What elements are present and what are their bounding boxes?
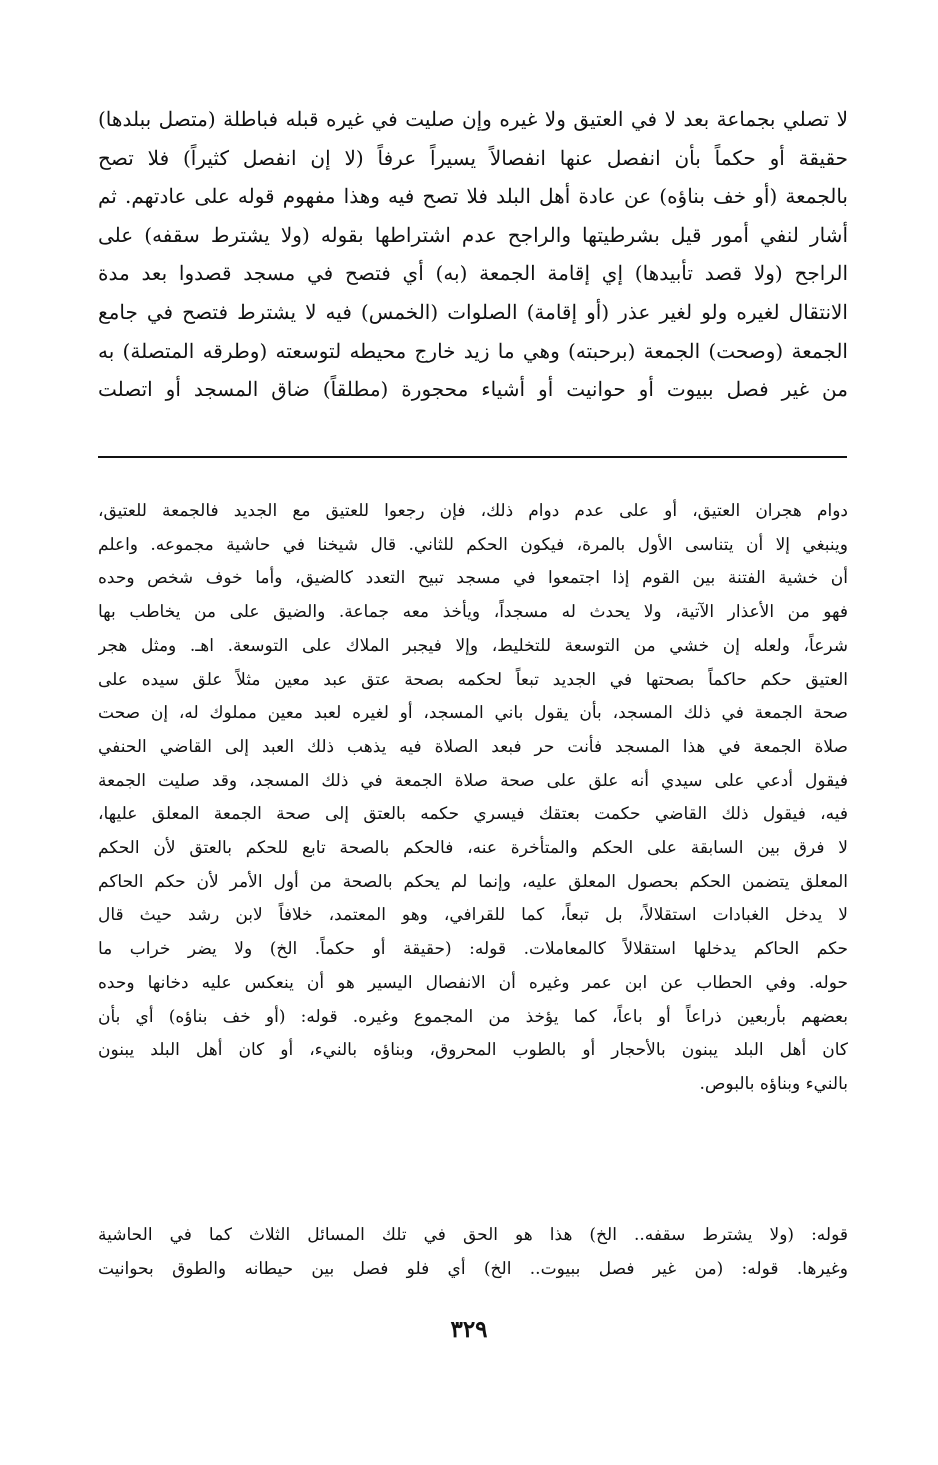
footnote-line: أن خشية الفتنة بين القوم إذا اجتمعوا في مسجد تبيح التعدد كالضيق، وأما خوف شخص وحده [98, 568, 848, 589]
footnote-line: صلاة الجمعة في هذا المسجد فأنت حر فبعد الصلاة فيه يذهب ذلك العبد إلى القاضي الحنفي [98, 736, 848, 757]
footnote-line: لا فرق بين السابقة على الحكم والمتأخرة عنه، فالحكم بالصحة تابع للحكم بالعتق لأن الحكم [98, 838, 848, 859]
footnote-line: لا يدخل الغبادات استقلالاً، بل تبعاً، كما للقرافي، وهو المعتمد، خلافاً لابن رشد حيث قال [98, 905, 848, 926]
footnote-line: حكم الحاكم يدخلها استقلالاً كالمعاملات. قوله: (حقيقة أو حكماً. الخ) ولا يضر خراب ما [98, 939, 848, 960]
page-number: ٣٢٩ [450, 1316, 488, 1343]
footnote-line: حوله. وفي الحطاب عن ابن عمر وغيره أن الانفصال اليسير هو أن ينعكس عليه دخانها وحده [98, 972, 848, 993]
footnote-divider [98, 456, 847, 458]
footnotes-block [98, 495, 848, 1102]
footnote-line: وينبغي إلا أن يتناسى الأول بالمرة، فيكون الحكم للثاني. قال شيخنا في حاشية مجموعه. واعلم [98, 534, 848, 555]
main-text-line: لا تصلي بجماعة بعد لا في العتيق ولا غيره وإن صليت في غيره قبله فباطلة (متصل ببلدها) [98, 107, 848, 131]
footnote-line: بالنيء وبناؤه بالبوص. [699, 1073, 848, 1094]
footnotes-block-2 [98, 1219, 848, 1286]
main-text-line: الانتقال لغيره ولو لغير عذر (أو إقامة) الصلوات (الخمس) فيه لا يشترط فتصح في جامع [98, 299, 848, 324]
main-text-line: الراجح (ولا قصد تأبيدها) إي إقامة الجمعة (به) أي فتصح في مسجد قصدوا بعد مدة [98, 261, 848, 286]
footnote-line: صحة الجمعة في ذلك المسجد، بأن يقول باني المسجد، أو لغيره لعبد معين مملوك له، إن صحت [98, 703, 848, 724]
main-text-line: من غير فصل ببيوت أو حوانيت أو أشياء محجورة (مطلقاً) ضاق المسجد أو اتصلت [98, 377, 848, 402]
footnote-line: دوام هجران العتيق، أو على عدم دوام ذلك، فإن رجعوا للعتيق مع الجديد فالجمعة للعتيق، [98, 501, 848, 521]
main-text-line: بالجمعة (أو خف بناؤه) عن عادة أهل البلد فلا تصح فيه وهذا مفهوم قوله على عادتهم. ثم [98, 184, 848, 209]
main-text-line: أشار لنفي أمور قيل بشرطيتها والراجح عدم اشتراطها بقوله (ولا يشترط سقفه) على [98, 222, 848, 247]
footnote-line: كان أهل البلد يبنون بالأحجار أو بالطوب المحروق، وبناؤه بالنيء، أو كان أهل البلد يبنون [98, 1040, 848, 1061]
footnote-line: قوله: (ولا يشترط سقفه.. الخ) هذا هو الحق في تلك المسائل الثلاث كما في الحاشية [98, 1225, 848, 1245]
footnote-line: فهو من الأعذار الآتية، ولا يحدث له مسجداً، ويأخذ معه جماعة. والضيق على من يخاطب بها [98, 602, 848, 623]
footnote-line: شرعاً، ولعله إن خشي من التوسعة للتخليط، وإلا فيجبر الملاك على التوسعة. اهـ. ومثل هجر [98, 635, 848, 656]
footnote-line: بعضهم بأربعين ذراعاً أو باعاً، كما يؤخذ من المجموع وغيره. قوله: (أو خف بناؤه) أي بأن [98, 1006, 848, 1027]
main-text [98, 100, 848, 409]
footnote-line: المعلق يتضمن الحكم بحصول المعلق عليه، وإنما لم يحكم بالصحة من أول الأمر لأن حكم الحاكم [98, 871, 848, 892]
main-text-line: حقيقة أو حكماً بأن انفصل عنها انفصالاً يسيراً عرفاً (لا إن انفصل كثيراً) فلا تصح [98, 145, 848, 170]
footnote-line: وغيرها. قوله: (من غير فصل ببيوت.. الخ) أي فلو فصل بين حيطانه والطوق بحوانيت [98, 1258, 848, 1279]
main-text-line: الجمعة (وصحت) الجمعة (برحبته) وهي ما زيد خارج محيطه لتوسعته (وطرقه المتصلة) به [98, 338, 848, 363]
footnote-line: العتيق حكم حاكماً بصحتها في الجديد تبعاً لحكمه بصحة عتق عبد معين مثلاً علق سيده على [98, 669, 848, 690]
footnote-line: فيقول أدعي على سيدي أنه علق على صحة صلاة الجمعة في ذلك المسجد، وقد صليت الجمعة [98, 770, 848, 791]
footnote-line: فيه، فيقول ذلك القاضي حكمت بعتقك فيسري حكمه بالعتق إلى صحة الجمعة المعلق عليها، [98, 804, 848, 825]
